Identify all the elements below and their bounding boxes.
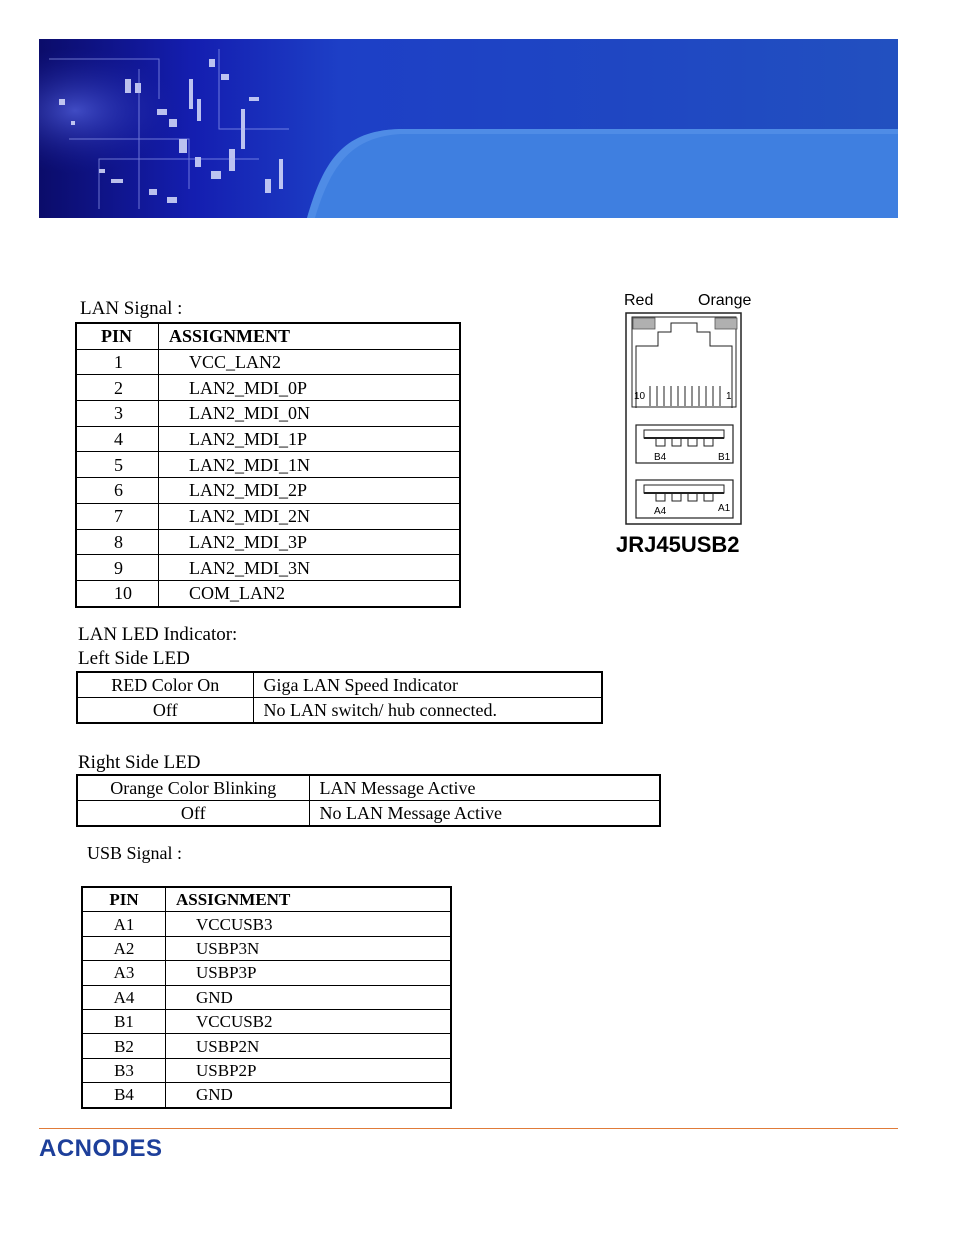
usb-pin-row-pin: B1 [82,1009,166,1033]
usb-pin-row-pin: A4 [82,985,166,1009]
lan-pin-row-assignment: LAN2_MDI_2P [159,478,461,504]
assignment-header: ASSIGNMENT [166,887,452,912]
usb-a1-label: A1 [718,503,731,514]
right-led-row [77,801,660,827]
usb-pin-row-pin: B2 [82,1034,166,1058]
acnodes-logo-image [39,1134,199,1162]
lan-pin-row-pin: 1 [76,349,159,375]
usb-pin-row [82,912,451,936]
lan-pin-row-pin: 5 [76,452,159,478]
table-header-row [82,887,451,912]
lan-pin-row-pin: 10 [76,580,159,606]
lan-pin-row [76,555,460,581]
usb-pin-row-pin: A2 [82,936,166,960]
usb-pin-row [82,1083,451,1108]
footer-rule [39,1128,898,1129]
usb-pin-row-assignment: GND [166,1083,452,1108]
usb-pin-row-assignment: VCCUSB2 [166,1009,452,1033]
header-banner [39,39,898,218]
orange-led-label: Orange [698,292,752,309]
lan-signal-table [75,322,461,608]
left-led-row-state: Off [77,698,253,724]
circuit-board-image [39,39,898,218]
usb-signal-table [81,886,452,1109]
lan-pin-row [76,452,460,478]
usb-signal-label: USB Signal : [87,843,183,863]
lan-signal-label: LAN Signal : [80,298,183,319]
lan-pin-row [76,349,460,375]
lan-pin-row [76,580,460,606]
right-led-row-state: Orange Color Blinking [77,775,309,801]
usb-pin-row [82,1058,451,1082]
lan-pin-row-assignment: LAN2_MDI_0P [159,375,461,401]
right-led-row [77,775,660,801]
connector-outline [616,290,776,530]
usb-pin-row-assignment: USBP2P [166,1058,452,1082]
usb-pin-row-assignment: GND [166,985,452,1009]
acnodes-logo [39,1134,199,1169]
lan-pin-row-assignment: LAN2_MDI_1N [159,452,461,478]
left-led-row-meaning: No LAN switch/ hub connected. [253,698,602,724]
lan-pin-row-assignment: LAN2_MDI_3P [159,529,461,555]
left-led-row-state: RED Color On [77,672,253,698]
usb-b4-label: B4 [654,452,667,463]
red-led-label: Red [624,292,654,309]
usb-pin-row-assignment: VCCUSB3 [166,912,452,936]
connector-name: JRJ45USB2 [616,532,740,557]
usb-pin-row [82,1009,451,1033]
lan-pin-row-pin: 8 [76,529,159,555]
lan-pin-row-pin: 6 [76,478,159,504]
usb-pin-row [82,936,451,960]
usb-pin-row-pin: B3 [82,1058,166,1082]
usb-pin-row-pin: A3 [82,961,166,985]
usb-pin-row [82,961,451,985]
left-led-row [77,672,602,698]
lan-pin-row [76,503,460,529]
left-led-row [77,698,602,724]
usb-b1-label: B1 [718,452,731,463]
lan-pin-row [76,478,460,504]
lan-pin-row-assignment: LAN2_MDI_0N [159,401,461,427]
usb-pin-row-pin: B4 [82,1083,166,1108]
lan-pin-row-pin: 2 [76,375,159,401]
left-side-led-table [76,671,603,724]
right-side-led-table [76,774,661,827]
lan-pin-row-pin: 4 [76,426,159,452]
lan-pin-row-assignment: LAN2_MDI_3N [159,555,461,581]
lan-pin-row-pin: 3 [76,401,159,427]
jrj45usb2-connector-diagram [616,290,776,562]
lan-pin-row [76,529,460,555]
rj45-pin-1-label: 1 [726,391,732,402]
usb-pin-row [82,1034,451,1058]
lan-led-indicator-title: LAN LED Indicator: [78,624,238,645]
right-side-led-label: Right Side LED [78,752,201,773]
lan-pin-row [76,375,460,401]
pin-header: PIN [82,887,166,912]
usb-pin-row-pin: A1 [82,912,166,936]
lan-pin-row-assignment: LAN2_MDI_2N [159,503,461,529]
rj45-pin-10-label: 10 [634,391,646,402]
right-led-row-state: Off [77,801,309,827]
lan-pin-row [76,401,460,427]
lan-pin-row-assignment: LAN2_MDI_1P [159,426,461,452]
left-side-led-label: Left Side LED [78,648,190,669]
lan-pin-row-pin: 7 [76,503,159,529]
lan-pin-row-pin: 9 [76,555,159,581]
assignment-header: ASSIGNMENT [159,323,461,349]
orange-led-icon [715,318,737,329]
usb-pin-row-assignment: USBP3P [166,961,452,985]
usb-pin-row-assignment: USBP2N [166,1034,452,1058]
usb-pin-row-assignment: USBP3N [166,936,452,960]
table-header-row [76,323,460,349]
usb-pin-row [82,985,451,1009]
usb-a4-label: A4 [654,506,667,517]
logo-wordmark: ACNODES [39,1135,163,1162]
lan-pin-row-assignment: COM_LAN2 [159,580,461,606]
red-led-icon [633,318,655,329]
right-led-row-meaning: No LAN Message Active [309,801,660,827]
left-led-row-meaning: Giga LAN Speed Indicator [253,672,602,698]
lan-pin-row-assignment: VCC_LAN2 [159,349,461,375]
pin-header: PIN [76,323,159,349]
lan-pin-row [76,426,460,452]
right-led-row-meaning: LAN Message Active [309,775,660,801]
